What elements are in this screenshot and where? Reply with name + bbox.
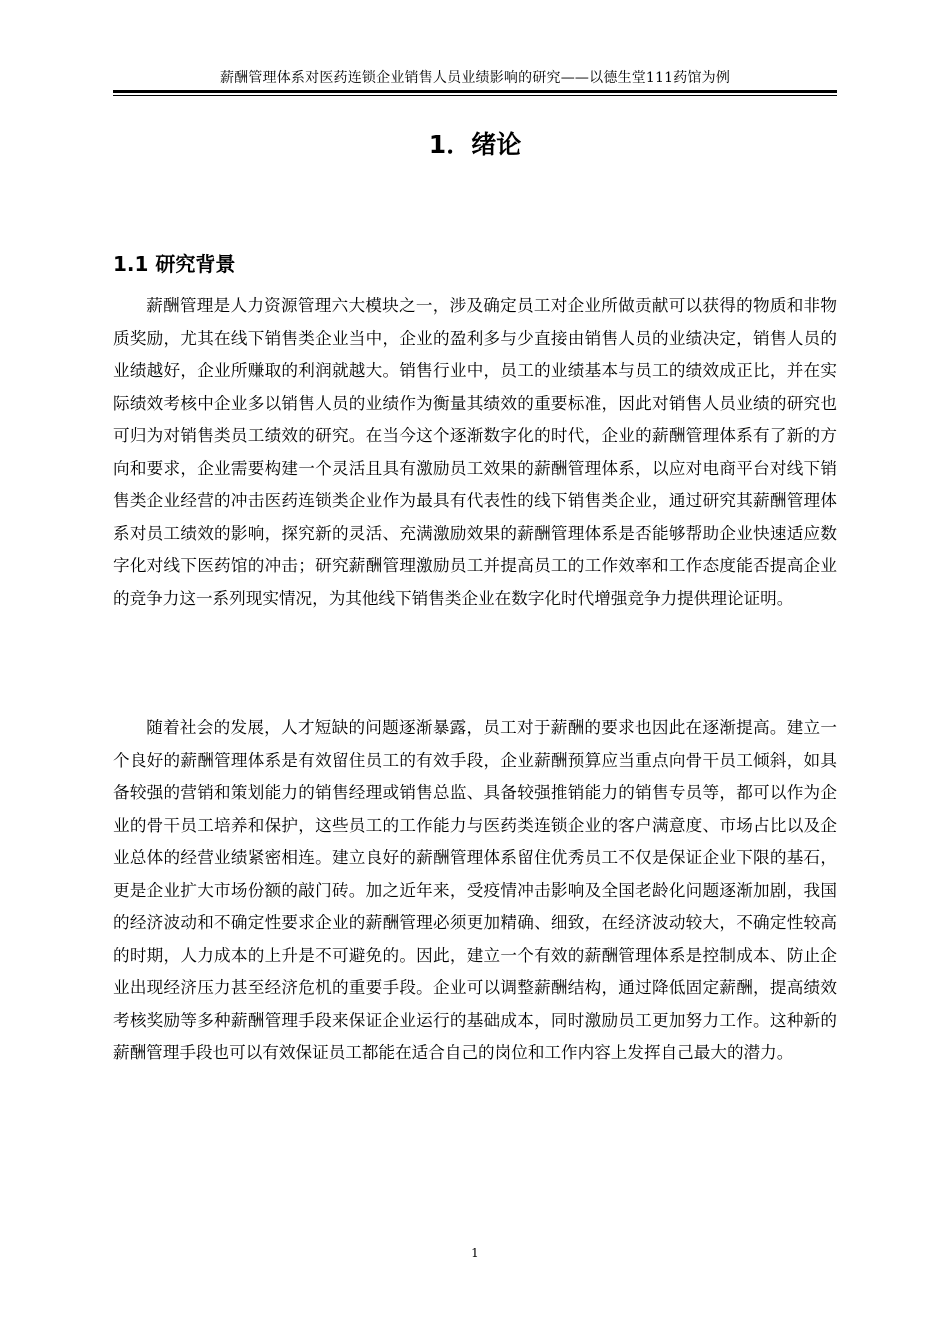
running-header: 薪酬管理体系对医药连锁企业销售人员业绩影响的研究——以德生堂111药馆为例: [219, 70, 731, 86]
header-rule-thick: [113, 90, 837, 93]
header-rule-thin: [113, 95, 837, 96]
section-title: 1.1 研究背景: [113, 252, 236, 276]
body-paragraph-2: 随着社会的发展，人才短缺的问题逐渐暴露，员工对于薪酬的要求也因此在逐渐提高。建立一个良好的薪酬管理体系是有效留住员工的有效手段，企业薪酬预算应当重点向骨干员工倾斜，如具备较强的营销和策划能力的销售经理或销售总监、具备较强推销能力的销售专员等，都可以作为企业的骨干员工培养和保护，这些员工的工作能力与医药类连锁企业的客户满意度、市场占比以及企业总体的经营业绩紧密相连。建立良好的薪酬管理体系留住优秀员工不仅是保证企业下限的基石，更是企业扩大市场份额的敲门砖。加之近年来，受疫情冲击影响及全国老龄化问题逐渐加剧，我国的经济波动和不确定性要求企业的薪酬管理必须更加精确、细致，在经济波动较大，不确定性较高的时期，人力成本的上升是不可避免的。因此，建立一个有效的薪酬管理体系是控制成本、防止企业出现经济压力甚至经济危机的重要手段。企业可以调整薪酬结构，通过降低固定薪酬，提高绩效考核奖励等多种薪酬管理手段来保证企业运行的基础成本，同时激励员工更加努力工作。这种新的薪酬管理手段也可以有效保证员工都能在适合自己的岗位和工作内容上发挥自己最大的潜力。: [113, 718, 837, 1062]
page-number: 1: [471, 1246, 479, 1260]
chapter-title: 1．绪论: [428, 130, 522, 159]
body-paragraph-1: 薪酬管理是人力资源管理六大模块之一，涉及确定员工对企业所做贡献可以获得的物质和非物质奖励，尤其在线下销售类企业当中，企业的盈利多与少直接由销售人员的业绩决定，销售人员的业绩越好，企业所赚取的利润就越大。销售行业中，员工的业绩基本与员工的绩效成正比，并在实际绩效考核中企业多以销售人员的业绩作为衡量其绩效的重要标准，因此对销售人员业绩的研究也可归为对销售类员工绩效的研究。在当今这个逐渐数字化的时代，企业的薪酬管理体系有了新的方向和要求，企业需要构建一个灵活且具有激励员工效果的薪酬管理体系，以应对电商平台对线下销售类企业经营的冲击医药连锁类企业作为最具有代表性的线下销售类企业，通过研究其薪酬管理体系对员工绩效的影响，探究新的灵活、充满激励效果的薪酬管理体系是否能够帮助企业快速适应数字化对线下医药馆的冲击；研究薪酬管理激励员工并提高员工的工作效率和工作态度能否提高企业的竞争力这一系列现实情况，为其他线下销售类企业在数字化时代增强竞争力提供理论证明。: [113, 296, 837, 608]
